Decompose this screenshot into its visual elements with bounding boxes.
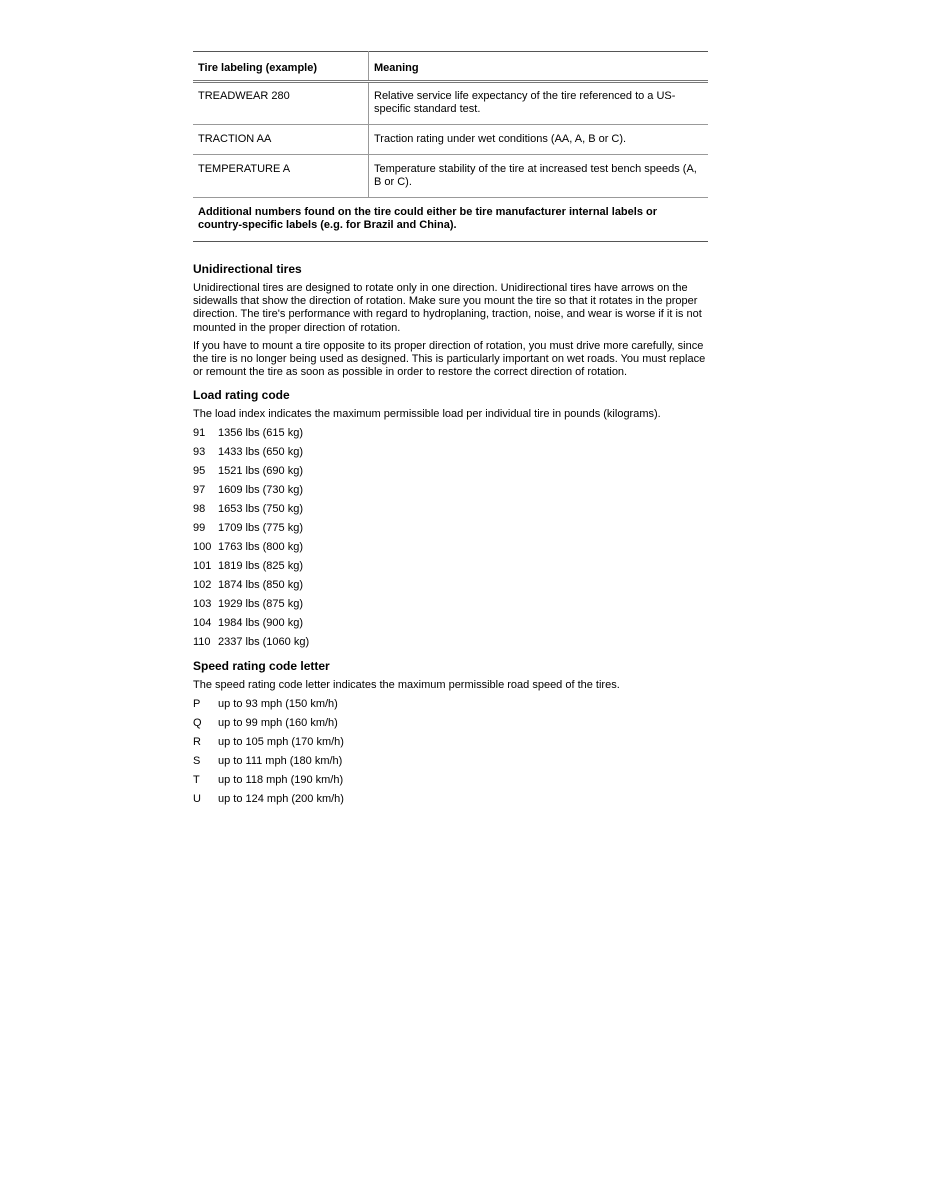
table-row [193,125,708,155]
load-value: 1521 lbs (690 kg) [218,465,303,478]
table-note: Additional numbers found on the tire could either be tire manufacturer internal labels or country-specific labels (e.g. for Brazil and China). [193,198,708,242]
load-value: 1653 lbs (750 kg) [218,503,303,516]
load-value: 1356 lbs (615 kg) [218,427,303,440]
load-code: 104 [193,617,212,630]
list-item [193,484,708,503]
load-code: 103 [193,598,212,611]
list-item [193,522,708,541]
table-cell-meaning: Traction rating under wet conditions (AA, A, B or C). [369,125,709,155]
list-item [193,698,708,717]
speed-rating-heading: Speed rating code letter [193,659,330,674]
load-value: 2337 lbs (1060 kg) [218,636,310,649]
list-item [193,446,708,465]
list-item [193,465,708,484]
speed-rating-intro: The speed rating code letter indicates the maximum permissible road speed of the tires. [193,679,620,692]
load-code: 97 [193,484,206,497]
list-item [193,427,708,446]
list-item [193,636,708,655]
unidirectional-paragraph-2: If you have to mount a tire opposite to its proper direction of rotation, you must drive more carefully, since the tire is no longer being used as designed. This is particularly important on wet roads. You must replace or remount the tire as soon as possible in order to restore the correct direction of rotation. [193,339,706,379]
load-code: 102 [193,579,212,592]
speed-value: up to 118 mph (190 km/h) [218,774,344,787]
speed-rating-list [193,698,708,812]
load-rating-heading: Load rating code [193,388,290,403]
unidirectional-heading: Unidirectional tires [193,262,302,276]
list-item [193,560,708,579]
speed-code: T [193,774,200,787]
load-value: 1929 lbs (875 kg) [218,598,303,611]
load-value: 1984 lbs (900 kg) [218,617,303,630]
table-cell-label: TRACTION AA [193,125,369,155]
table-cell-label: TREADWEAR 280 [193,82,369,125]
list-item [193,598,708,617]
document-page [193,51,708,812]
list-item [193,541,708,560]
table-row [193,82,708,125]
speed-code: S [193,755,201,768]
list-item [193,503,708,522]
load-code: 101 [193,560,212,573]
speed-code: U [193,793,201,806]
speed-code: Q [193,717,202,730]
load-code: 95 [193,465,206,478]
unidirectional-paragraph-1: Unidirectional tires are designed to rotate only in one direction. Unidirectional tires have arrows on the sidewalls that show the direction of rotation. Make sure you mount the tire so that it rotates in the proper direction. The tire's performance with regard to hydroplaning, traction, noise, and wear is worse if it is not mounted in the proper direction of rotation. [193,282,702,334]
load-value: 1819 lbs (825 kg) [218,560,303,573]
list-item [193,717,708,736]
table-note-row [193,198,708,242]
list-item [193,793,708,812]
speed-value: up to 99 mph (160 km/h) [218,717,338,730]
load-code: 93 [193,446,206,459]
table-header-row [193,52,708,82]
table-row [193,155,708,198]
tire-labeling-table [193,51,708,242]
list-item [193,774,708,793]
load-rating-list [193,427,708,655]
load-code: 110 [193,636,211,649]
table-header-labeling: Tire labeling (example) [193,52,369,82]
load-rating-intro: The load index indicates the maximum permissible load per individual tire in pounds (kilograms). [193,408,661,421]
list-item [193,617,708,636]
speed-value: up to 93 mph (150 km/h) [218,698,338,711]
load-value: 1763 lbs (800 kg) [218,541,303,554]
load-code: 98 [193,503,206,516]
speed-code: P [193,698,201,711]
load-code: 100 [193,541,212,554]
list-item [193,736,708,755]
load-value: 1874 lbs (850 kg) [218,579,303,592]
table-cell-meaning: Temperature stability of the tire at increased test bench speeds (A, B or C). [369,155,709,198]
speed-value: up to 111 mph (180 km/h) [218,755,343,768]
table-header-meaning: Meaning [369,52,709,82]
speed-value: up to 124 mph (200 km/h) [218,793,344,806]
list-item [193,579,708,598]
table-cell-label: TEMPERATURE A [193,155,369,198]
table-cell-meaning: Relative service life expectancy of the tire referenced to a US-specific standard test. [374,90,676,115]
load-value: 1433 lbs (650 kg) [218,446,303,459]
load-value: 1609 lbs (730 kg) [218,484,303,497]
load-value: 1709 lbs (775 kg) [218,522,303,535]
speed-value: up to 105 mph (170 km/h) [218,736,344,749]
load-code: 91 [193,427,206,440]
load-code: 99 [193,522,206,535]
list-item [193,755,708,774]
speed-code: R [193,736,201,749]
